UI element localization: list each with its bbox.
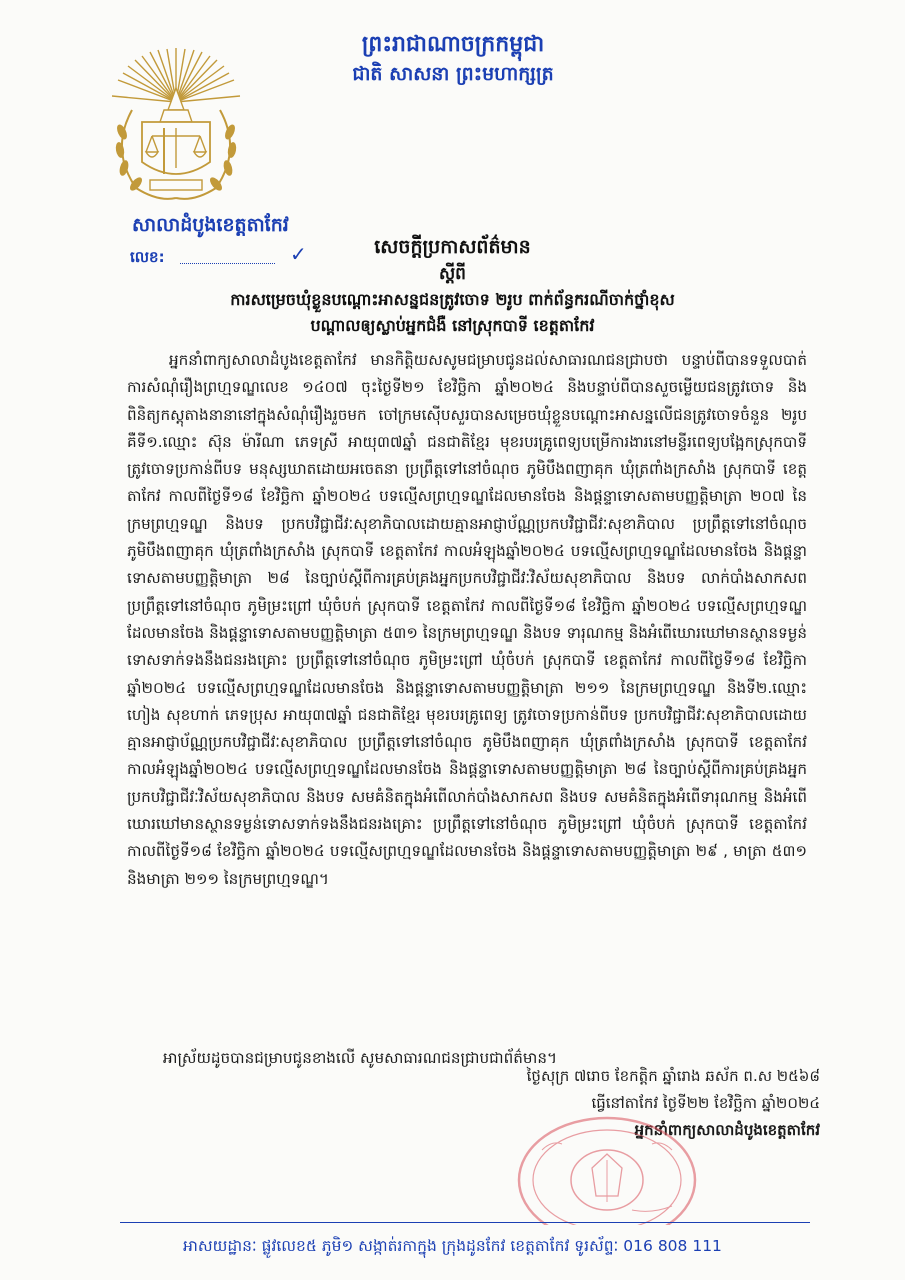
court-name: សាលាដំបូងខេត្តតាកែវ [132,214,289,236]
court-emblem-logo [88,40,264,208]
check-mark-icon: ✓ [290,242,307,266]
reference-label: លេខ: [130,248,165,266]
signatory-title: អ្នកនាំពាក្យសាលាដំបូងខេត្តតាកែវ [634,1121,820,1139]
footer-divider [120,1222,810,1223]
kingdom-header [318,30,588,88]
footer-address: អាសយដ្ឋានៈ ផ្លូវលេខ៥ ភូមិ១ សង្កាត់រកាក្នុង ក្រុងដូនកែវ ខេត្តតាកែវ ទូរស័ព្ទៈ 016 808 111 [183,1237,722,1255]
body-paragraph: អ្នកនាំពាក្យសាលាដំបូងខេត្តតាកែវ មានកិត្តិយសសូមជម្រាបជូនដល់សាធារណជនជ្រាបថា បន្ទាប់ពីបានទទួលបាត់ការសំណុំរឿងព្រហ្មទណ្ឌលេខ ១៤០៧ ចុះថ្ងៃទី២១ ខែវិច្ឆិកា ឆ្នាំ២០២៤ និងបន្ទាប់ពីបានសួចម្លើយជនត្រូវចោទ និងពិនិត្យកស្តុតាងនានានៅក្នុងសំណុំរឿងរួចមក ចៅក្រមស៊ើបសួរបានសម្រេចឃុំខ្លួនបណ្ដោះអាសន្នលើជនត្រូវចោទចំនួន ២រូប គឺទី១.ឈ្មោះ ស៊ុន ម៉ារីណា ភេទស្រី អាយុ៣៧ឆ្នាំ ជនជាតិខ្មែរ មុខរបរគ្រូពេទ្យបម្រើការងារនៅមន្ទីរពេទ្យបង្អែកស្រុកបាទី ត្រូវចោទប្រកាន់ពីបទ មនុស្សឃាតដោយអចេតនា ប្រព្រឹត្តទៅនៅចំណុច ភូមិបឹងពញាគុក ឃុំត្រពាំងក្រសាំង ស្រុកបាទី ខេត្តតាកែវ កាលពីថ្ងៃទី១៨ ខែវិច្ឆិកា ឆ្នាំ២០២៤ បទល្មើសព្រហ្មទណ្ឌដែលមានចែង និងផ្តន្ទាទោសតាមបញ្ញត្តិមាត្រា ២០៧ នៃក្រមព្រហ្មទណ្ឌ និងបទ ប្រកបវិជ្ជាជីវៈសុខាភិបាលដោយគ្មានអាជ្ញាប័ណ្ណប្រកបវិជ្ជាជីវៈសុខាភិបាល ប្រព្រឹត្តទៅនៅចំណុច ភូមិបឹងពញាគុក ឃុំត្រពាំងក្រសាំង ស្រុកបាទី ខេត្តតាកែវ កាលអំឡុងឆ្នាំ២០២៤ បទល្មើសព្រហ្មទណ្ឌដែលមានចែង និងផ្តន្ទាទោសតាមបញ្ញត្តិមាត្រា ២៨ នៃច្បាប់ស្តីពីការគ្រប់គ្រងអ្នកប្រកបវិជ្ជាជីវៈវិស័យសុខាភិបាល និងបទ លាក់បាំងសាកសព ប្រព្រឹត្តទៅនៅចំណុច ភូមិម្រះព្រៅ ឃុំចំបក់ ស្រុកបាទី ខេត្តតាកែវ កាលពីថ្ងៃទី១៨ ខែវិច្ឆិកា ឆ្នាំ២០២៤ បទល្មើសព្រហ្មទណ្ឌដែលមានចែង និងផ្តន្ទាទោសតាមបញ្ញត្តិមាត្រា ៥៣១ នៃក្រមព្រហ្មទណ្ឌ និងបទ ទារុណកម្ម និងអំពើឃោរឃៅមានស្ថានទម្ងន់ទោសទាក់ទងនឹងជនរងគ្រោះ ប្រព្រឹត្តទៅនៅចំណុច ភូមិម្រះព្រៅ ឃុំចំបក់ ស្រុកបាទី ខេត្តតាកែវ កាលពីថ្ងៃទី១៨ ខែវិច្ឆិកា ឆ្នាំ២០២៤ បទល្មើសព្រហ្មទណ្ឌដែលមានចែង និងផ្តន្ទាទោសតាមបញ្ញត្តិមាត្រា ២១១ នៃក្រមព្រហ្មទណ្ឌ និងទី២.ឈ្មោះ ហៀង សុខហាក់ ភេទប្រុស អាយុ៣៧ឆ្នាំ ជនជាតិខ្មែរ មុខរបរគ្រូពេទ្យ ត្រូវចោទប្រកាន់ពីបទ ប្រកបវិជ្ជាជីវៈសុខាភិបាលដោយគ្មានអាជ្ញាប័ណ្ណប្រកបវិជ្ជាជីវៈសុខាភិបាល ប្រព្រឹត្តទៅនៅចំណុច ភូមិបឹងពញាគុក ឃុំត្រពាំងក្រសាំង ស្រុកបាទី ខេត្តតាកែវ កាលអំឡុងឆ្នាំ២០២៤ បទល្មើសព្រហ្មទណ្ឌដែលមានចែង និងផ្តន្ទាទោសតាមបញ្ញត្តិមាត្រា ២៨ នៃច្បាប់ស្តីពីការគ្រប់គ្រងអ្នកប្រកបវិជ្ជាជីវៈវិស័យសុខាភិបាល និងបទ សមគំនិតក្នុងអំពើលាក់បាំងសាកសព និងបទ សមគំនិតក្នុងអំពើទារុណកម្ម និងអំពើឃោរឃៅមានស្ថានទម្ងន់ទោសទាក់ទងនឹងជនរងគ្រោះ ប្រព្រឹត្តទៅនៅចំណុច ភូមិម្រះព្រៅ ឃុំចំបក់ ស្រុកបាទី ខេត្តតាកែវ កាលពីថ្ងៃទី១៨ ខែវិច្ឆិកា ឆ្នាំ២០២៤ បទល្មើសព្រហ្មទណ្ឌដែលមានចែង និងផ្តន្ទាទោសតាមបញ្ញត្តិមាត្រា ២៩ , មាត្រា ៥៣១ និងមាត្រា ២១១ នៃក្រមព្រហ្មទណ្ឌ។ [127,351,807,888]
title-press-release: សេចក្តីប្រកាសព័ត៌មាន [374,236,531,258]
title-subject-line2: បណ្ដាលឲ្យស្លាប់អ្នកជំងឺ នៅស្រុកបាទី ខេត្តតាកែវ [310,316,595,335]
solar-date: ធ្វើនៅតាកែវ ថ្ងៃទី២២ ខែវិច្ឆិកា ឆ្នាំ២០២៤ [591,1094,820,1112]
kingdom-motto: ជាតិ សាសនា ព្រះមហាក្សត្រ [352,63,554,85]
document-title [200,233,705,339]
lunar-date: ថ្ងៃសុក្រ ៧រោច ខែកត្តិក ឆ្នាំរោង ឆស័ក ព.ស ២៥៦៨ [526,1067,820,1085]
official-seal-stamp [482,1110,732,1225]
title-regarding: ស្តីពី [439,264,466,284]
kingdom-title: ព្រះរាជាណាចក្រកម្ពុជា [361,32,545,57]
closing-line: អាស្រ័យដូចបានជម្រាបជូនខាងលើ សូមសាធារណជនជ្រាបជាព័ត៌មាន។ [163,1049,558,1067]
title-subject-line1: ការសម្រេចឃុំខ្លួនបណ្ដោះអាសន្នជនត្រូវចោទ ២រូប ពាក់ព័ន្ធករណីចាក់ថ្នាំខុស [230,290,675,309]
